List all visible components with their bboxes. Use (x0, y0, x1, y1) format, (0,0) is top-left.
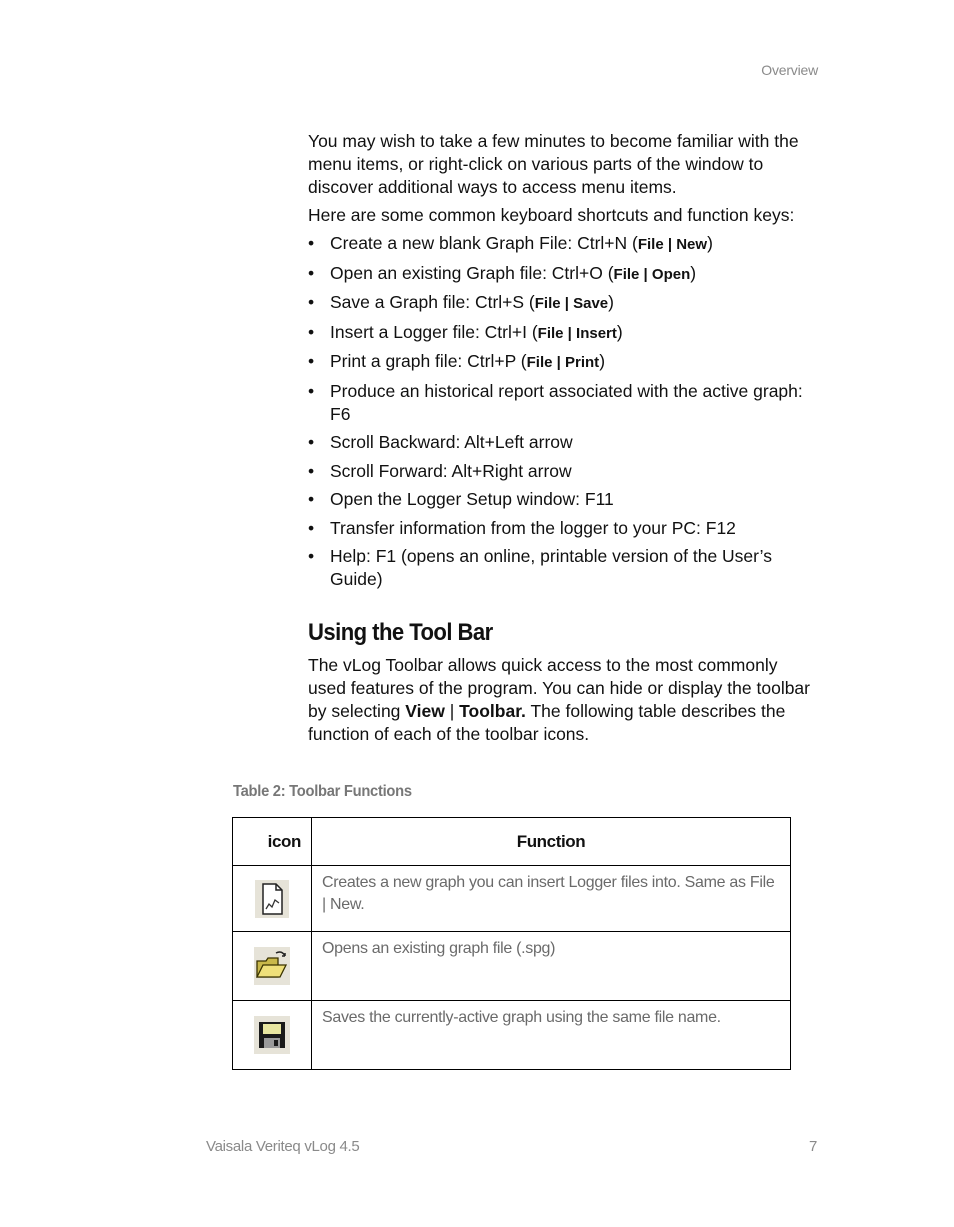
icon-cell (233, 932, 312, 1001)
list-item (308, 262, 818, 286)
page-number: 7 (809, 1138, 818, 1155)
header-function: Function (312, 818, 791, 866)
icon-cell (233, 1001, 312, 1070)
shortcut-text: Scroll Backward: Alt+Left arrow (330, 432, 573, 452)
shortcut-text: Create a new blank Graph File: Ctrl+N ( (330, 233, 638, 253)
bullet: • (308, 262, 315, 283)
list-item (308, 380, 818, 426)
table-caption: Table 2: Toolbar Functions (233, 783, 412, 800)
paren: ) (690, 262, 697, 283)
shortcuts-intro: Here are some common keyboard shortcuts and function keys: (308, 205, 795, 225)
bullet: • (308, 517, 315, 538)
list-item (308, 517, 818, 540)
header-icon: icon (233, 818, 312, 866)
list-item (308, 545, 818, 591)
paren: ) (616, 321, 623, 342)
shortcut-text: Save a Graph file: Ctrl+S ( (330, 292, 535, 312)
shortcut-text: Transfer information from the logger to your PC: F12 (330, 517, 736, 538)
shortcut-list (308, 232, 818, 591)
table-row (233, 866, 791, 932)
shortcut-text: Open the Logger Setup window: F11 (330, 489, 614, 509)
paren: ) (707, 233, 713, 253)
save-disk-icon (254, 1016, 290, 1054)
function-cell: Creates a new graph you can insert Logger files into. Same as File | New. (312, 866, 791, 932)
running-header: Overview (761, 62, 818, 78)
list-item (308, 291, 818, 315)
bullet: • (308, 233, 315, 253)
paren: ) (599, 351, 606, 371)
list-item (308, 321, 818, 345)
intro-paragraph: You may wish to take a few minutes to become familiar with the menu items, or right-click on various parts of the window to discover additional ways to access menu items. (308, 131, 799, 197)
menu-path: File | Open (613, 265, 691, 283)
intro-text-end: The following table describes the function of each of the toolbar icons. (308, 701, 786, 744)
paren: ) (608, 292, 614, 312)
menu-path: File | New (637, 236, 708, 253)
list-item (308, 431, 818, 454)
list-item (308, 350, 818, 374)
bullet: • (308, 321, 315, 342)
bullet: • (308, 351, 315, 371)
function-cell: Saves the currently-active graph using the same file name. (312, 1001, 791, 1070)
list-item (308, 232, 818, 256)
shortcut-text: Insert a Logger file: Ctrl+I ( (330, 321, 538, 342)
toolbar-functions-table (232, 817, 791, 1070)
section-heading: Using the Tool Bar (308, 619, 493, 646)
table-header-row (233, 818, 791, 866)
table-row (233, 1001, 791, 1070)
menu-toolbar: Toolbar. (459, 701, 526, 721)
menu-path: File | Insert (537, 324, 617, 342)
toolbar-intro (308, 654, 818, 746)
bullet: • (308, 292, 315, 312)
bullet: • (308, 432, 315, 452)
shortcut-text: Scroll Forward: Alt+Right arrow (330, 460, 572, 481)
menu-view: View (405, 701, 445, 721)
shortcut-text: Produce an historical report associated with the active graph: F6 (330, 380, 803, 424)
shortcut-text: Print a graph file: Ctrl+P ( (330, 351, 527, 371)
icon-cell (233, 866, 312, 932)
footer-product: Vaisala Veriteq vLog 4.5 (206, 1138, 360, 1155)
menu-separator: | (444, 701, 460, 721)
function-cell: Opens an existing graph file (.spg) (312, 932, 791, 1001)
list-item (308, 488, 818, 511)
bullet: • (308, 380, 315, 401)
table-row (233, 932, 791, 1001)
intro-text: The vLog Toolbar allows quick access to the most commonly used features of the program. You can hide or display the toolbar by selecting (308, 655, 810, 721)
new-graph-icon (255, 880, 289, 918)
list-item (308, 460, 818, 483)
shortcut-text: Open an existing Graph file: Ctrl+O ( (330, 262, 614, 283)
open-folder-icon (254, 947, 290, 985)
bullet: • (308, 546, 315, 566)
bullet: • (308, 489, 315, 509)
menu-path: File | Print (526, 354, 600, 371)
main-content (308, 130, 818, 751)
shortcut-text: Help: F1 (opens an online, printable version of the User’s Guide) (330, 546, 772, 589)
menu-path: File | Save (534, 295, 609, 312)
bullet: • (308, 460, 315, 481)
